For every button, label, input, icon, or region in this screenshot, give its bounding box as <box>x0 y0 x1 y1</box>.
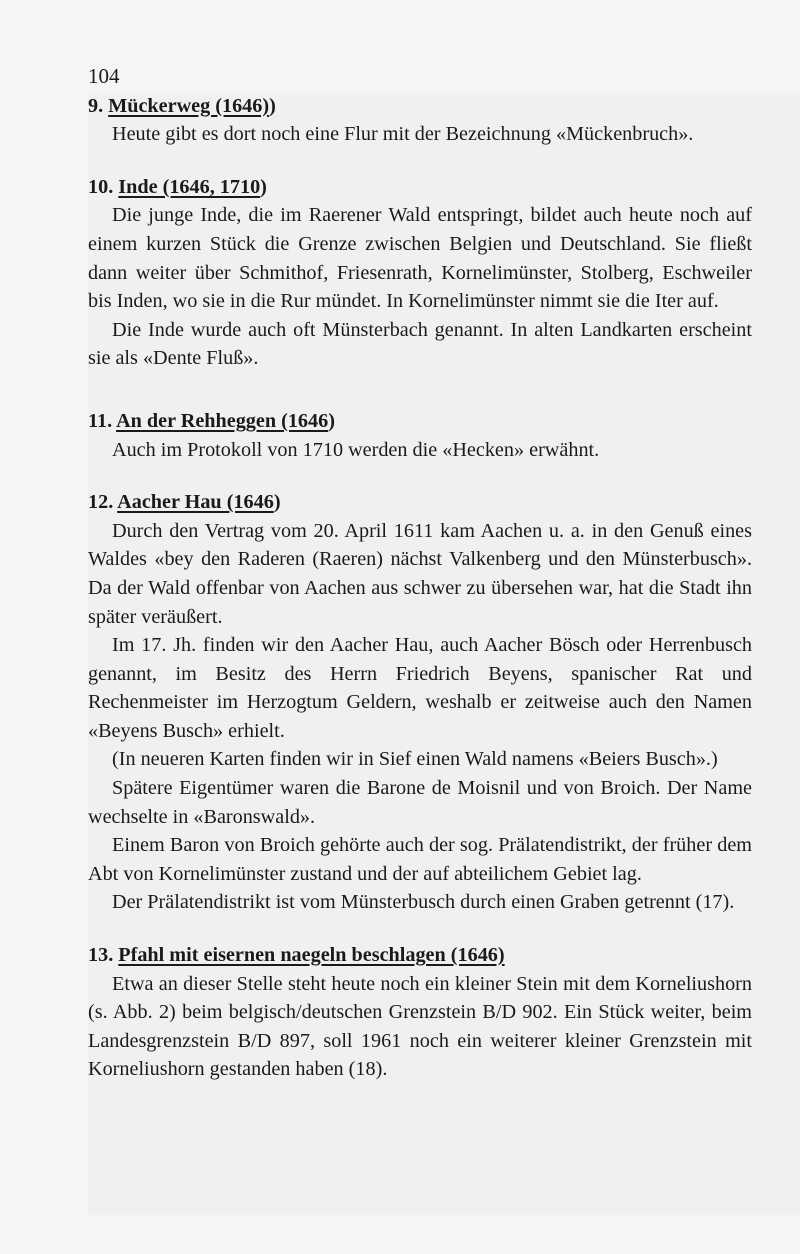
section-number: 10. <box>88 175 114 198</box>
paragraph: Heute gibt es dort noch eine Flur mit der Bezeichnung «Mückenbruch». <box>112 123 694 146</box>
paragraph: Durch den Vertrag vom 20. April 1611 kam Aachen u. a. in den Genuß eines Waldes «bey den Raderen (Raeren) nächst Valkenberg und den Münsterbusch». Da der Wald offenbar von Aachen aus schwer zu übersehen war, hat die Stadt ihn später veräußert. <box>88 519 752 628</box>
paragraph: Im 17. Jh. finden wir den Aacher Hau, auch Aacher Bösch oder Herrenbusch genannt, im Besitz des Herrn Friedrich Beyens, spanischer Rat und Rechenmeister im Herzogtum Geldern, weshalb er zeitweise auch den Namen «Beyens Busch» erhielt. <box>88 634 752 742</box>
section-title-closing: ) <box>273 491 281 514</box>
paragraph: Der Prälatendistrikt ist vom Münsterbusch durch einen Graben getrennt (17). <box>112 891 735 914</box>
paragraph: Die Inde wurde auch oft Münsterbach genannt. In alten Landkarten erscheint sie als «Dente Fluß». <box>88 318 752 370</box>
section-heading-9 <box>88 92 752 121</box>
paragraph: Etwa an dieser Stelle steht heute noch ein kleiner Stein mit dem Korneliushorn (s. Abb. 2) beim belgisch/deutschen Grenzstein B/D 902. Ein Stück weiter, beim Landesgrenzstein B/D 897, soll 1961 noch ein weiterer kleiner Grenzstein mit Korneliushorn gestanden haben (18). <box>88 972 752 1081</box>
paragraph: Die junge Inde, die im Raerener Wald entspringt, bildet auch heute noch auf einem kurzen Stück die Grenze zwischen Belgien und Deutschland. Sie fließt dann weiter über Schmithof, Friesenrath, Kornelimünster, Stolberg, Eschweiler bis Inden, wo sie in die Rur mündet. In Kornelimünster nimmt sie die Iter auf. <box>88 204 752 313</box>
section-number: 11. <box>88 409 113 432</box>
page-number: 104 <box>88 64 120 88</box>
paragraph: (In neueren Karten finden wir in Sief einen Wald namens «Beiers Busch».) <box>112 748 718 771</box>
section-title-closing: ) <box>269 94 276 117</box>
section-title: Pfahl mit eisernen naegeln beschlagen (1646) <box>118 944 505 967</box>
section-title: Inde (1646, 1710 <box>118 175 261 198</box>
section-title: An der Rehheggen (1646 <box>116 409 329 432</box>
section-title: Mückerweg (1646) <box>108 94 270 117</box>
paragraph: Auch im Protokoll von 1710 werden die «Hecken» erwähnt. <box>112 438 600 461</box>
section-number: 13. <box>88 944 114 967</box>
section-number: 9. <box>88 94 104 117</box>
section-heading-12 <box>88 488 752 517</box>
paragraph: Einem Baron von Broich gehörte auch der sog. Prälatendistrikt, der früher dem Abt von Kornelimünster zustand und der auf abteilichem Gebiet lag. <box>88 834 752 885</box>
document-page <box>88 62 752 1084</box>
section-heading-13 <box>88 941 752 970</box>
section-heading-11 <box>88 407 752 436</box>
section-title: Aacher Hau (1646 <box>117 491 274 514</box>
paragraph: Spätere Eigentümer waren die Barone de Moisnil und von Broich. Der Name wechselte in «Baronswald». <box>88 777 752 828</box>
section-title-closing: ) <box>328 409 335 432</box>
section-number: 12. <box>88 491 114 514</box>
section-title-closing: ) <box>260 175 267 198</box>
section-heading-10 <box>88 173 752 202</box>
